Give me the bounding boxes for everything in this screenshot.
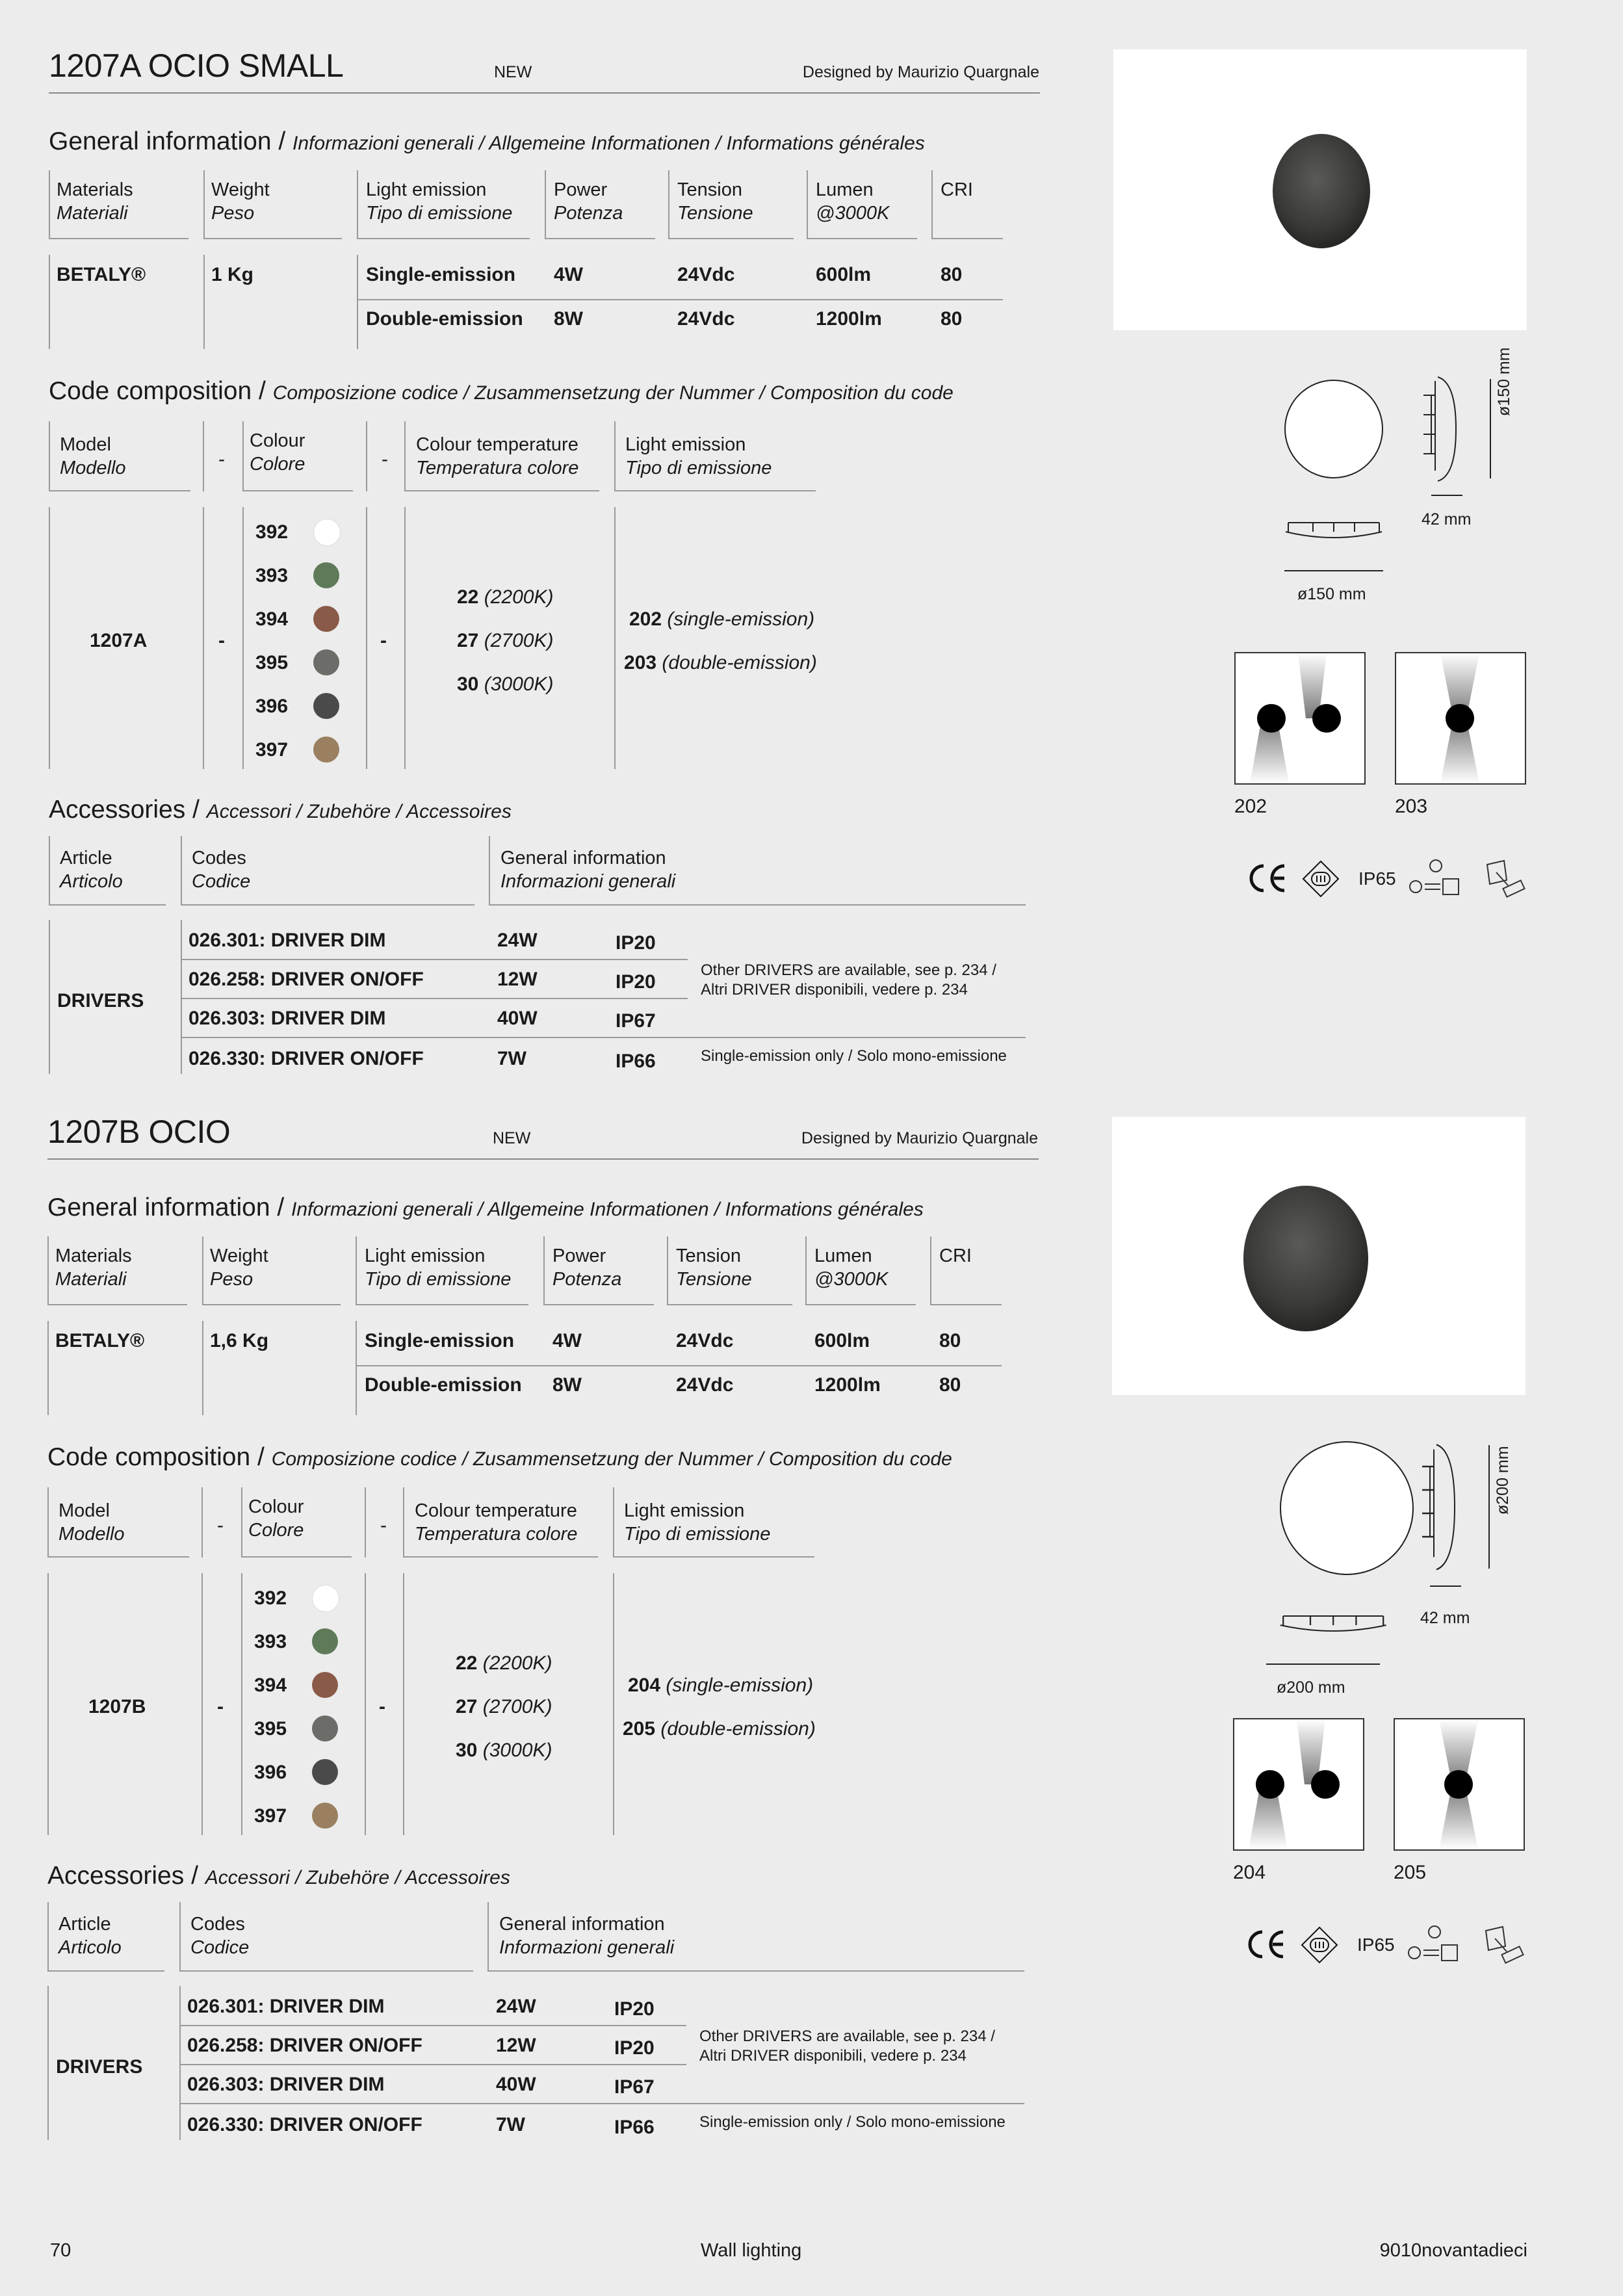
col-light-emission: Light emission Tipo di emissione (365, 1246, 512, 1290)
temp-option: 22 (2200K) (456, 1652, 552, 1674)
driver-ip: IP66 (614, 2117, 655, 2138)
driver-power: 40W (497, 1008, 538, 1029)
product-title: 1207B OCIO (47, 1114, 231, 1150)
separator-dash: - (217, 1696, 224, 1717)
dimmable-driver-icon (1405, 1924, 1464, 1967)
colour-swatch (313, 519, 341, 546)
cri-value: 80 (941, 264, 963, 285)
driver-code: 026.303: DRIVER DIM (187, 2074, 385, 2095)
colour-swatch (312, 1628, 338, 1654)
certifications (1245, 1923, 1531, 1968)
product-section (0, 1066, 1622, 2138)
colour-code: 392 (255, 521, 289, 543)
temp-option: 27 (2700K) (456, 1696, 552, 1717)
driver-power: 7W (496, 2114, 525, 2135)
emission-row: Double-emission (365, 1374, 522, 1396)
cri-value: 80 (941, 308, 963, 330)
cri-value: 80 (939, 1330, 961, 1351)
ip-rating: IP65 (1357, 1935, 1395, 1955)
diagram-label: 202 (1234, 796, 1267, 817)
double-beam-diagram-icon (1236, 653, 1364, 783)
single-emission-note: Single-emission only / Solo mono-emissione (701, 1047, 1007, 1065)
tension-value: 24Vdc (676, 1330, 734, 1351)
footer-category: Wall lighting (701, 2240, 802, 2261)
tension-value: 24Vdc (676, 1374, 734, 1396)
driver-ip: IP66 (616, 1050, 656, 1072)
col-general-info: General information Informazioni generali (499, 1914, 675, 1958)
general-info-heading: General information / Informazioni generali / Allgemeine Informationen / Informations générales (49, 127, 925, 155)
ce-mark-icon (1245, 1928, 1287, 1961)
single-beam-diagram-icon (1396, 653, 1525, 783)
col-weight: Weight Peso (210, 1246, 268, 1290)
driver-ip: IP20 (616, 971, 656, 993)
col-codes: Codes Codice (190, 1914, 250, 1958)
col-power: Power Potenza (552, 1246, 622, 1290)
col-colour: Colour Colore (250, 430, 305, 475)
tension-value: 24Vdc (677, 308, 735, 330)
temp-option: 30 (3000K) (457, 673, 554, 695)
lumen-value: 1200lm (814, 1374, 881, 1396)
colour-code: 397 (254, 1805, 287, 1827)
col-cri: CRI (941, 179, 973, 200)
ce-mark-icon (1247, 862, 1288, 894)
article-drivers: DRIVERS (57, 990, 144, 1011)
emission-diagram (1233, 1718, 1364, 1851)
driver-power: 40W (496, 2074, 536, 2095)
col-lumen: Lumen @3000K (814, 1246, 889, 1290)
temp-option: 30 (3000K) (456, 1740, 552, 1761)
designer-credit: Designed by Maurizio Quargnale (801, 1129, 1038, 1147)
separator-dash: - (382, 449, 388, 470)
col-power: Power Potenza (554, 179, 623, 224)
diameter-dimension: ø200 mm (1277, 1678, 1345, 1697)
colour-code: 393 (254, 1631, 287, 1652)
driver-note: Other DRIVERS are available, see p. 234 / Altri DRIVER disponibili, vedere p. 234 (699, 2028, 995, 2065)
col-general-info: General information Informazioni generali (500, 848, 676, 892)
article-drivers: DRIVERS (56, 2056, 143, 2078)
colour-code: 394 (254, 1675, 287, 1696)
driver-code: 026.301: DRIVER DIM (188, 930, 386, 951)
driver-power: 7W (497, 1048, 526, 1069)
emission-diagram (1234, 652, 1366, 785)
colour-code: 394 (255, 608, 289, 630)
driver-ip: IP20 (614, 1998, 655, 2020)
colour-code: 393 (255, 565, 289, 586)
colour-code: 397 (255, 739, 289, 761)
weight-value: 1 Kg (211, 264, 254, 285)
double-beam-diagram-icon (1234, 1719, 1363, 1849)
colour-code: 395 (255, 652, 289, 673)
installation-icon (1483, 1924, 1529, 1967)
new-badge: NEW (493, 1129, 531, 1147)
emission-row: Single-emission (366, 264, 516, 285)
driver-power: 12W (496, 2035, 536, 2056)
colour-code: 395 (254, 1718, 287, 1740)
power-value: 8W (554, 308, 583, 330)
product-title: 1207A OCIO SMALL (49, 47, 344, 84)
weight-value: 1,6 Kg (210, 1330, 269, 1351)
power-value: 8W (552, 1374, 582, 1396)
lumen-value: 600lm (814, 1330, 870, 1351)
col-cri: CRI (939, 1246, 972, 1266)
diagram-label: 205 (1394, 1862, 1427, 1883)
ip-rating: IP65 (1358, 868, 1396, 889)
colour-swatch (312, 1585, 339, 1612)
accessories-heading: Accessories / Accessori / Zubehöre / Accessoires (47, 1862, 510, 1890)
emission-row: Double-emission (366, 308, 523, 330)
colour-swatch (312, 1715, 338, 1742)
page-number: 70 (50, 2240, 71, 2261)
driver-power: 24W (496, 1996, 536, 2017)
power-value: 4W (554, 264, 583, 285)
driver-ip: IP20 (614, 2037, 655, 2059)
emission-option: 204 (single-emission) (628, 1675, 814, 1696)
col-model: Model Modello (60, 434, 126, 478)
depth-dimension: 42 mm (1420, 1609, 1470, 1627)
new-badge: NEW (494, 63, 532, 81)
code-composition-heading: Code composition / Composizione codice / Zusammensetzung der Nummer / Composition du code (47, 1443, 952, 1471)
col-materials: Materials Materiali (55, 1246, 132, 1290)
code-composition-heading: Code composition / Composizione codice / Zusammensetzung der Nummer / Composition du code (49, 377, 954, 405)
diameter-dimension: ø150 mm (1495, 347, 1513, 416)
driver-ip: IP67 (614, 2076, 655, 2098)
col-light-emission: Light emission Tipo di emissione (625, 434, 772, 478)
product-photo (1113, 49, 1527, 330)
lumen-value: 600lm (816, 264, 872, 285)
driver-code: 026.301: DRIVER DIM (187, 1996, 385, 2017)
colour-swatch (312, 1672, 338, 1698)
col-materials: Materials Materiali (57, 179, 133, 224)
colour-swatch (313, 737, 339, 763)
col-colour-temperature: Colour temperature Temperatura colore (416, 434, 579, 478)
separator-dash: - (217, 1515, 224, 1536)
emission-diagram (1394, 1718, 1525, 1851)
col-article: Article Articolo (60, 848, 123, 892)
round-lamp-photo-icon (1113, 49, 1527, 330)
driver-code: 026.330: DRIVER ON/OFF (187, 2114, 422, 2135)
col-weight: Weight Peso (211, 179, 270, 224)
col-light-emission: Light emission Tipo di emissione (366, 179, 513, 224)
material-value: BETALY® (55, 1330, 145, 1351)
colour-swatch (313, 693, 339, 719)
col-lumen: Lumen @3000K (816, 179, 890, 224)
certifications (1247, 857, 1533, 902)
col-model: Model Modello (58, 1500, 125, 1545)
driver-ip: IP67 (616, 1010, 656, 1032)
installation-icon (1485, 858, 1530, 901)
material-value: BETALY® (57, 264, 146, 285)
lumen-value: 1200lm (816, 308, 882, 330)
driver-code: 026.303: DRIVER DIM (188, 1008, 386, 1029)
colour-code: 396 (254, 1762, 287, 1783)
single-emission-note: Single-emission only / Solo mono-emissione (699, 2113, 1006, 2131)
diameter-dimension: ø150 mm (1297, 585, 1366, 603)
tension-value: 24Vdc (677, 264, 735, 285)
emission-option: 203 (double-emission) (624, 652, 817, 673)
emission-diagram (1395, 652, 1526, 785)
emission-row: Single-emission (365, 1330, 515, 1351)
model-code: 1207B (88, 1696, 146, 1717)
power-value: 4W (552, 1330, 582, 1351)
separator-dash: - (379, 1696, 385, 1717)
emission-option: 205 (double-emission) (623, 1718, 816, 1740)
temp-option: 22 (2200K) (457, 586, 554, 608)
col-colour-temperature: Colour temperature Temperatura colore (415, 1500, 578, 1545)
diagram-label: 203 (1395, 796, 1428, 817)
class-three-icon (1301, 859, 1340, 898)
diagram-label: 204 (1233, 1862, 1266, 1883)
colour-swatch (313, 606, 339, 632)
depth-dimension: 42 mm (1422, 510, 1472, 528)
cri-value: 80 (939, 1374, 961, 1396)
round-lamp-photo-icon (1112, 1117, 1526, 1398)
driver-code: 026.258: DRIVER ON/OFF (188, 969, 424, 990)
footer-brand: 9010novantadieci (1379, 2240, 1527, 2261)
driver-power: 24W (497, 930, 538, 951)
temp-option: 27 (2700K) (457, 630, 554, 651)
col-article: Article Articolo (58, 1914, 122, 1958)
driver-code: 026.258: DRIVER ON/OFF (187, 2035, 422, 2056)
col-codes: Codes Codice (192, 848, 251, 892)
driver-code: 026.330: DRIVER ON/OFF (188, 1048, 424, 1069)
colour-code: 396 (255, 696, 289, 717)
emission-option: 202 (single-emission) (629, 608, 815, 630)
model-code: 1207A (90, 630, 148, 651)
product-photo (1112, 1117, 1526, 1395)
general-info-heading: General information / Informazioni generali / Allgemeine Informationen / Informations générales (47, 1194, 924, 1221)
driver-power: 12W (497, 969, 538, 990)
colour-swatch (312, 1803, 338, 1829)
separator-dash: - (218, 630, 225, 651)
separator-dash: - (380, 630, 387, 651)
dimmable-driver-icon (1407, 858, 1465, 901)
colour-swatch (313, 649, 339, 675)
designer-credit: Designed by Maurizio Quargnale (802, 63, 1039, 81)
separator-dash: - (380, 1515, 387, 1536)
driver-ip: IP20 (616, 932, 656, 954)
accessories-heading: Accessories / Accessori / Zubehöre / Accessoires (49, 796, 512, 824)
class-three-icon (1300, 1925, 1339, 1964)
colour-swatch (312, 1759, 338, 1785)
col-tension: Tension Tensione (676, 1246, 752, 1290)
diameter-dimension: ø200 mm (1494, 1446, 1512, 1515)
colour-code: 392 (254, 1587, 287, 1609)
col-tension: Tension Tensione (677, 179, 753, 224)
col-light-emission: Light emission Tipo di emissione (624, 1500, 771, 1545)
col-colour: Colour Colore (248, 1496, 304, 1541)
colour-swatch (313, 562, 339, 588)
product-section (0, 0, 1623, 1072)
driver-note: Other DRIVERS are available, see p. 234 / Altri DRIVER disponibili, vedere p. 234 (701, 961, 996, 998)
separator-dash: - (218, 449, 225, 470)
single-beam-diagram-icon (1395, 1719, 1524, 1849)
